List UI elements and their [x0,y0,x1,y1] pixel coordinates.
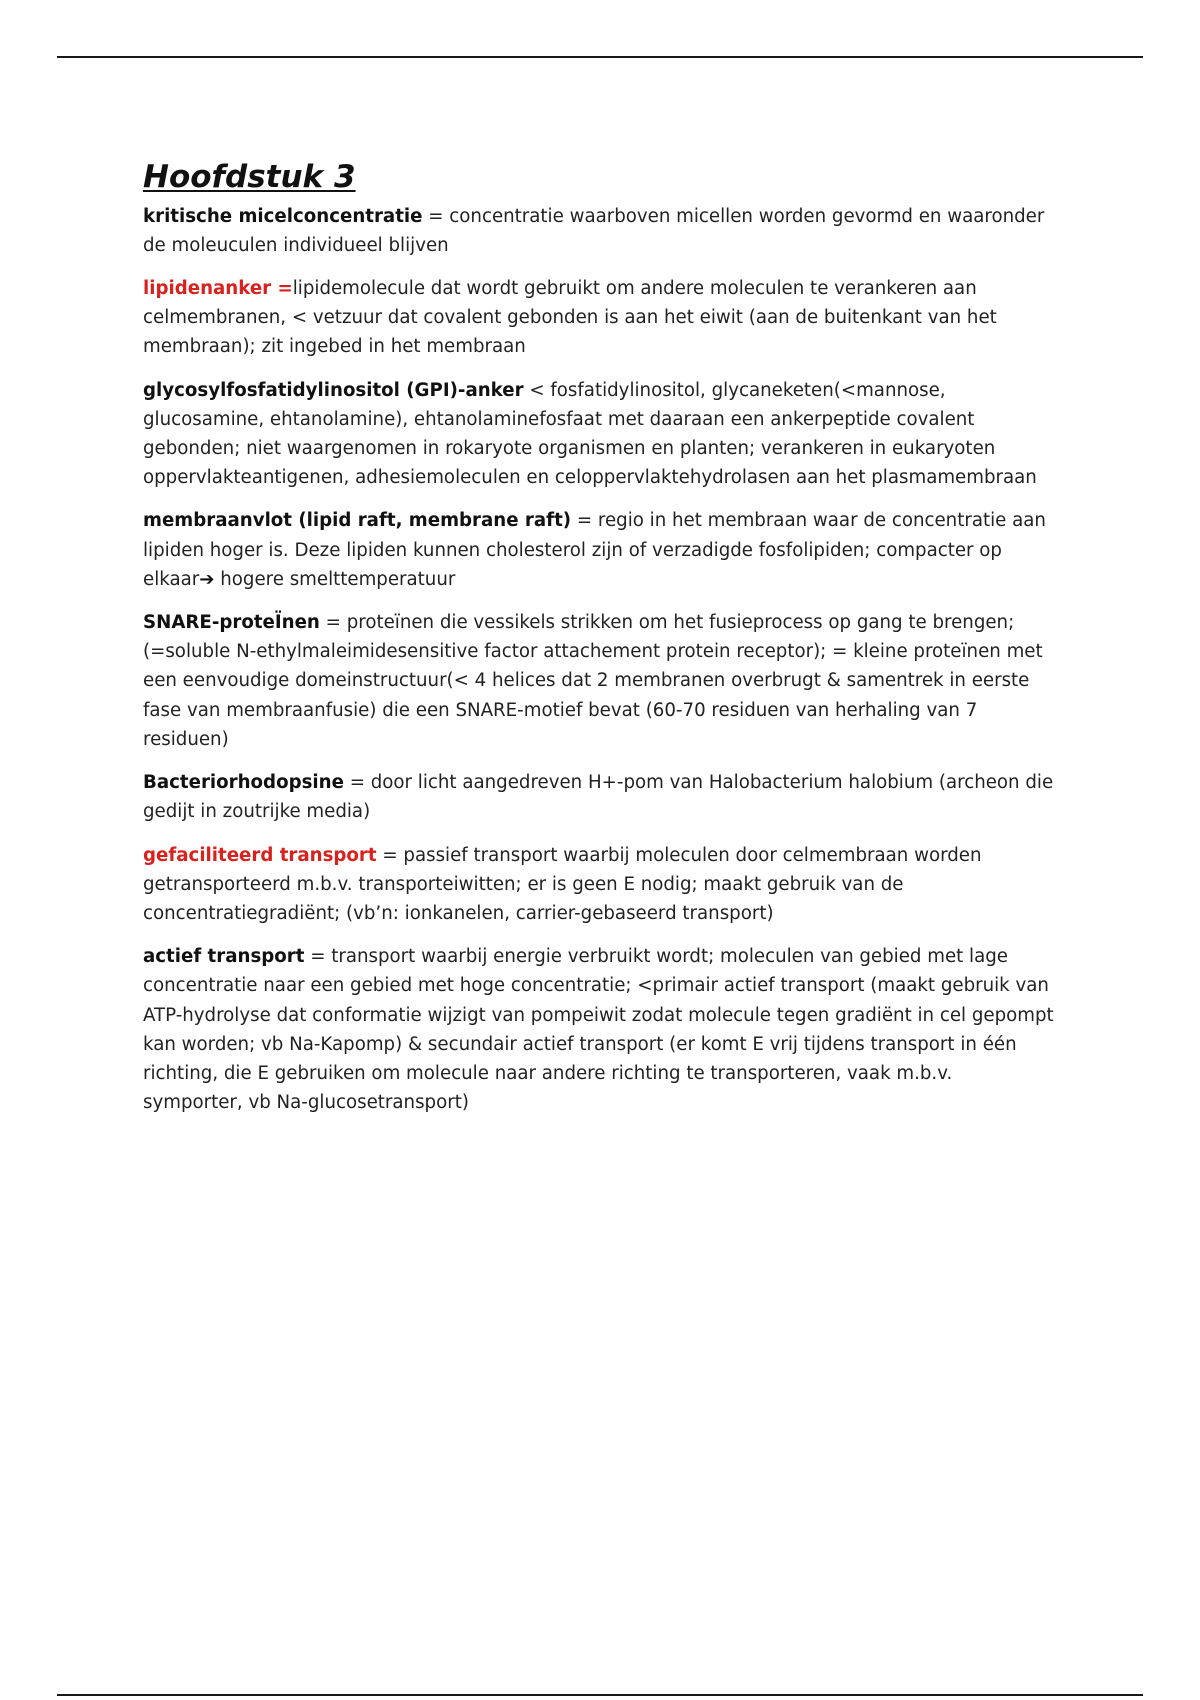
definition-text: = passief transport waarbij moleculen door celmembraan worden getransporteerd m.b.v. transporteiwitten; er is geen E nodig; maakt gebruik van de concentratiegradiënt; (vb’n: ionkanelen, carrier-gebaseerd transport) [143,844,982,924]
definition-text: = concentratie waarboven micellen worden gevormd en waaronder de moleuculen individueel blijven [143,205,1045,256]
definition-gefaciliteerd-transport [143,841,1055,929]
definition-term: membraanvlot (lipid raft, membrane raft) [143,510,572,532]
definition-text-continued: hogere smelttemperatuur [214,568,456,590]
page-top-rule [57,56,1143,58]
definition-term: glycosylfosfatidylinositol (GPI)-anker [143,379,524,401]
definition-text: = regio in het membraan waar de concentratie aan lipiden hoger is. Deze lipiden kunnen cholesterol zijn of verzadigde fosfolipiden; compacter op elkaar [143,510,1046,590]
definition-gpi-anker [143,376,1055,493]
definition-text: lipidemolecule dat wordt gebruikt om andere moleculen te verankeren aan celmembranen, < vetzuur dat covalent gebonden is aan het eiwit (aan de buitenkant van het membraan); zit ingebed in het membraan [143,278,997,358]
definition-term: Bacteriorhodopsine [143,772,344,794]
definition-lipidenanker [143,274,1055,362]
definition-term: actief transport [143,946,305,968]
page-title: Hoofdstuk 3 [143,159,356,195]
definition-actief-transport [143,942,1055,1117]
definition-term: SNARE-proteÏnen [143,612,320,634]
definition-term: kritische micelconcentratie [143,205,423,227]
definition-term: lipidenanker = [143,278,293,300]
definition-text: = proteïnen die vessikels strikken om het fusieprocess op gang te brengen; (=soluble N-ethylmaleimidesensitive factor attachement protein receptor); = kleine proteïnen met een eenvoudige domeinstructuur(< 4 helices dat 2 membranen overbrugt & samentrek in eerste fase van membraanfusie) die een SNARE-motief bevat (60-70 residuen van herhaling van 7 residuen) [143,612,1043,750]
definition-term: gefaciliteerd transport [143,844,377,866]
definition-membraanvlot [143,506,1055,594]
definition-bacteriorhodopsine [143,768,1055,826]
arrow-right-icon: ➔ [199,568,215,590]
definition-text: < fosfatidylinositol, glycaneketen(<mannose, glucosamine, ehtanolamine), ehtanolaminefosfaat met daaraan een ankerpeptide covalent gebonden; niet waargenomen in rokaryote organismen en planten; verankeren in eukaryoten oppervlakteantigenen, adhesiemoleculen en celoppervlaktehydrolasen aan het plasmamembraan [143,379,1037,489]
document-body [143,160,1055,1131]
definition-snare-proteinen [143,608,1055,754]
definition-kritische-micelconcentratie [143,202,1055,260]
definition-text: = door licht aangedreven H+-pom van Halobacterium halobium (archeon die gedijt in zoutrijke media) [143,772,1054,823]
definition-text: = transport waarbij energie verbruikt wordt; moleculen van gebied met lage concentratie naar een gebied met hoge concentratie; <primair actief transport (maakt gebruik van ATP-hydrolyse dat conformatie wijzigt van pompeiwit zodat molecule tegen gradiënt in cel gepompt kan worden; vb Na-Kapomp) & secundair actief transport (er komt E vrij tijdens transport in één richting, die E gebruiken om molecule naar andere richting te transporteren, vaak m.b.v. symporter, vb Na-glucosetransport) [143,946,1054,1114]
page-bottom-rule [57,1694,1143,1696]
